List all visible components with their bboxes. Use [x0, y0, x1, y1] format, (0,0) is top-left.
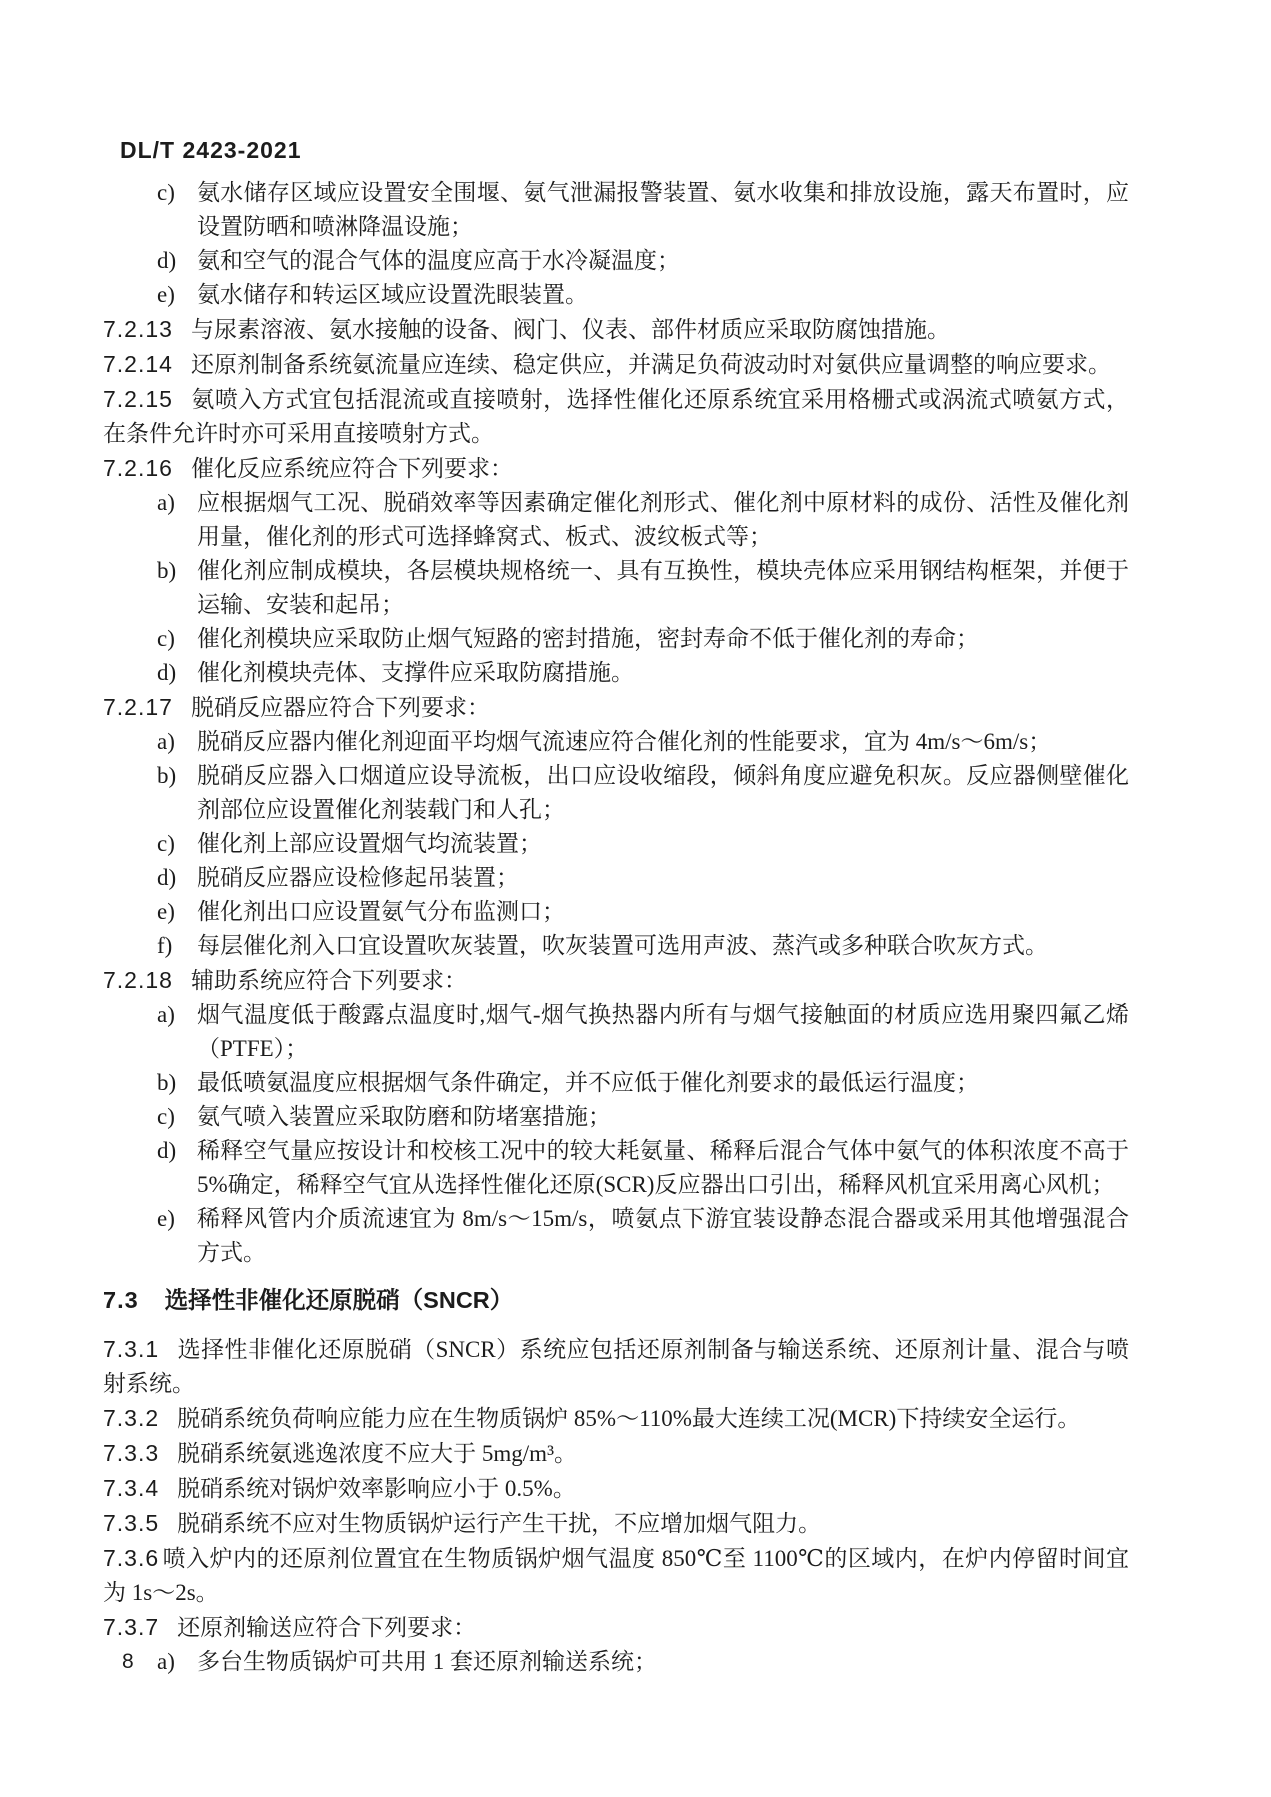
letter-text: 脱硝反应器入口烟道应设导流板，出口应设收缩段，倾斜角度应避免积灰。反应器侧壁催化剂部位应设置催化剂装载门和人孔； — [197, 763, 1129, 822]
letter-label: a) — [157, 1649, 175, 1674]
letter-text: 催化剂出口应设置氨气分布监测口； — [197, 899, 565, 924]
clause-text: 喷入炉内的还原剂位置宜在生物质锅炉烟气温度 850℃至 1100℃的区域内，在炉内停留时间宜为 1s～2s。 — [103, 1546, 1129, 1605]
letter-label: d) — [157, 1138, 177, 1163]
letter-item — [103, 929, 1129, 963]
letter-label: e) — [157, 899, 175, 924]
letter-label: a) — [157, 1002, 175, 1027]
letter-text: 催化剂模块壳体、支撑件应采取防腐措施。 — [197, 660, 634, 685]
letter-label: d) — [157, 248, 177, 273]
clause-item — [103, 1541, 1129, 1610]
clause-item — [103, 347, 1129, 382]
clause-number: 7.3.4 — [103, 1475, 160, 1501]
letter-item — [103, 1645, 1129, 1679]
letter-item — [103, 1202, 1129, 1270]
letter-text: 脱硝反应器应设检修起吊装置； — [197, 865, 519, 890]
letter-label: c) — [157, 626, 175, 651]
section-title: 选择性非催化还原脱硝（SNCR） — [164, 1287, 514, 1313]
letter-label: c) — [157, 831, 175, 856]
document-code: DL/T 2423-2021 — [120, 137, 302, 163]
clause-item — [103, 1471, 1129, 1506]
letter-item — [103, 622, 1129, 656]
clause-text: 脱硝系统不应对生物质锅炉运行产生干扰，不应增加烟气阻力。 — [177, 1511, 822, 1536]
clause-number: 7.2.17 — [103, 694, 173, 720]
clause-text: 脱硝系统氨逃逸浓度不应大于 5mg/m³。 — [177, 1441, 577, 1466]
clause-item — [103, 690, 1129, 725]
clause-item — [103, 382, 1129, 451]
letter-text: 氨水储存区域应设置安全围堰、氨气泄漏报警装置、氨水收集和排放设施，露天布置时，应设置防晒和喷淋降温设施； — [197, 180, 1129, 239]
clause-number: 7.3.1 — [103, 1336, 160, 1362]
letter-label: c) — [157, 1104, 175, 1129]
clause-number: 7.3.2 — [103, 1405, 160, 1431]
clause-text: 脱硝反应器应符合下列要求： — [190, 695, 490, 720]
letter-label: b) — [157, 558, 177, 583]
clause-text: 氨喷入方式宜包括混流或直接喷射，选择性催化还原系统宜采用格栅式或涡流式喷氨方式，在条件允许时亦可采用直接喷射方式。 — [103, 387, 1129, 446]
letter-item — [103, 554, 1129, 622]
letter-item — [103, 827, 1129, 861]
letter-label: a) — [157, 490, 175, 515]
letter-item — [103, 656, 1129, 690]
clause-item — [103, 1506, 1129, 1541]
letter-item — [103, 244, 1129, 278]
letter-item — [103, 895, 1129, 929]
letter-item — [103, 1100, 1129, 1134]
letter-text: 脱硝反应器内催化剂迎面平均烟气流速应符合催化剂的性能要求，宜为 4m/s～6m/s； — [197, 729, 1052, 754]
clause-item — [103, 1332, 1129, 1401]
clause-number: 7.3.3 — [103, 1440, 160, 1466]
clause-text: 脱硝系统对锅炉效率影响应小于 0.5%。 — [177, 1476, 576, 1501]
clause-item — [103, 1401, 1129, 1436]
letter-label: b) — [157, 1070, 177, 1095]
letter-item — [103, 759, 1129, 827]
clause-number: 7.2.16 — [103, 455, 173, 481]
letter-label: d) — [157, 660, 177, 685]
clause-text: 还原剂输送应符合下列要求： — [177, 1615, 477, 1640]
letter-text: 氨水储存和转运区域应设置洗眼装置。 — [197, 282, 588, 307]
clause-text: 选择性非催化还原脱硝（SNCR）系统应包括还原剂制备与输送系统、还原剂计量、混合与喷射系统。 — [103, 1337, 1129, 1396]
letter-text: 氨气喷入装置应采取防磨和防堵塞措施； — [197, 1104, 611, 1129]
letter-label: a) — [157, 729, 175, 754]
clause-item — [103, 963, 1129, 998]
letter-text: 应根据烟气工况、脱硝效率等因素确定催化剂形式、催化剂中原材料的成份、活性及催化剂用量，催化剂的形式可选择蜂窝式、板式、波纹板式等； — [197, 490, 1129, 549]
section-number: 7.3 — [103, 1287, 139, 1313]
letter-label: c) — [157, 180, 175, 205]
clause-text: 辅助系统应符合下列要求： — [190, 968, 467, 993]
letter-text: 催化剂上部应设置烟气均流装置； — [197, 831, 542, 856]
page-number: 8 — [122, 1650, 134, 1673]
letter-label: b) — [157, 763, 177, 788]
letter-text: 每层催化剂入口宜设置吹灰装置，吹灰装置可选用声波、蒸汽或多种联合吹灰方式。 — [197, 933, 1048, 958]
clause-number: 7.2.13 — [103, 316, 173, 342]
clause-item — [103, 1436, 1129, 1471]
letter-text: 多台生物质锅炉可共用 1 套还原剂输送系统； — [197, 1649, 657, 1674]
clause-text: 与尿素溶液、氨水接触的设备、阀门、仪表、部件材质应采取防腐蚀措施。 — [190, 317, 950, 342]
letter-label: f) — [157, 933, 173, 958]
section-heading — [103, 1283, 1129, 1317]
clause-text: 还原剂制备系统氨流量应连续、稳定供应，并满足负荷波动时对氨供应量调整的响应要求。 — [190, 352, 1111, 377]
letter-text: 烟气温度低于酸露点温度时,烟气-烟气换热器内所有与烟气接触面的材质应选用聚四氟乙烯（PTFE）； — [197, 1002, 1129, 1061]
clause-number: 7.2.18 — [103, 967, 173, 993]
letter-item — [103, 176, 1129, 244]
letter-item — [103, 1134, 1129, 1202]
letter-text: 催化剂应制成模块，各层模块规格统一、具有互换性，模块壳体应采用钢结构框架，并便于运输、安装和起吊； — [197, 558, 1129, 617]
clause-number: 7.3.7 — [103, 1614, 160, 1640]
clause-item — [103, 451, 1129, 486]
clause-number: 7.2.14 — [103, 351, 173, 377]
clause-number: 7.2.15 — [103, 386, 173, 412]
letter-item — [103, 486, 1129, 554]
letter-label: e) — [157, 282, 175, 307]
clause-number: 7.3.5 — [103, 1510, 160, 1536]
letter-item — [103, 278, 1129, 312]
letter-text: 最低喷氨温度应根据烟气条件确定，并不应低于催化剂要求的最低运行温度； — [197, 1070, 979, 1095]
letter-item — [103, 998, 1129, 1066]
letter-text: 稀释风管内介质流速宜为 8m/s～15m/s，喷氨点下游宜装设静态混合器或采用其他增强混合方式。 — [197, 1206, 1129, 1265]
letter-text: 稀释空气量应按设计和校核工况中的较大耗氨量、稀释后混合气体中氨气的体积浓度不高于5%确定，稀释空气宜从选择性催化还原(SCR)反应器出口引出，稀释风机宜采用离心风机； — [197, 1138, 1129, 1197]
clause-item — [103, 312, 1129, 347]
clause-text: 催化反应系统应符合下列要求： — [190, 456, 513, 481]
letter-text: 氨和空气的混合气体的温度应高于水冷凝温度； — [197, 248, 680, 273]
clause-number: 7.3.6 — [103, 1545, 160, 1571]
letter-item — [103, 725, 1129, 759]
letter-text: 催化剂模块应采取防止烟气短路的密封措施，密封寿命不低于催化剂的寿命； — [197, 626, 979, 651]
letter-label: e) — [157, 1206, 175, 1231]
clause-item — [103, 1610, 1129, 1645]
letter-item — [103, 1066, 1129, 1100]
letter-item — [103, 861, 1129, 895]
clause-text: 脱硝系统负荷响应能力应在生物质锅炉 85%～110%最大连续工况(MCR)下持续安全运行。 — [177, 1406, 1081, 1431]
letter-label: d) — [157, 865, 177, 890]
document-body — [103, 176, 1129, 1679]
